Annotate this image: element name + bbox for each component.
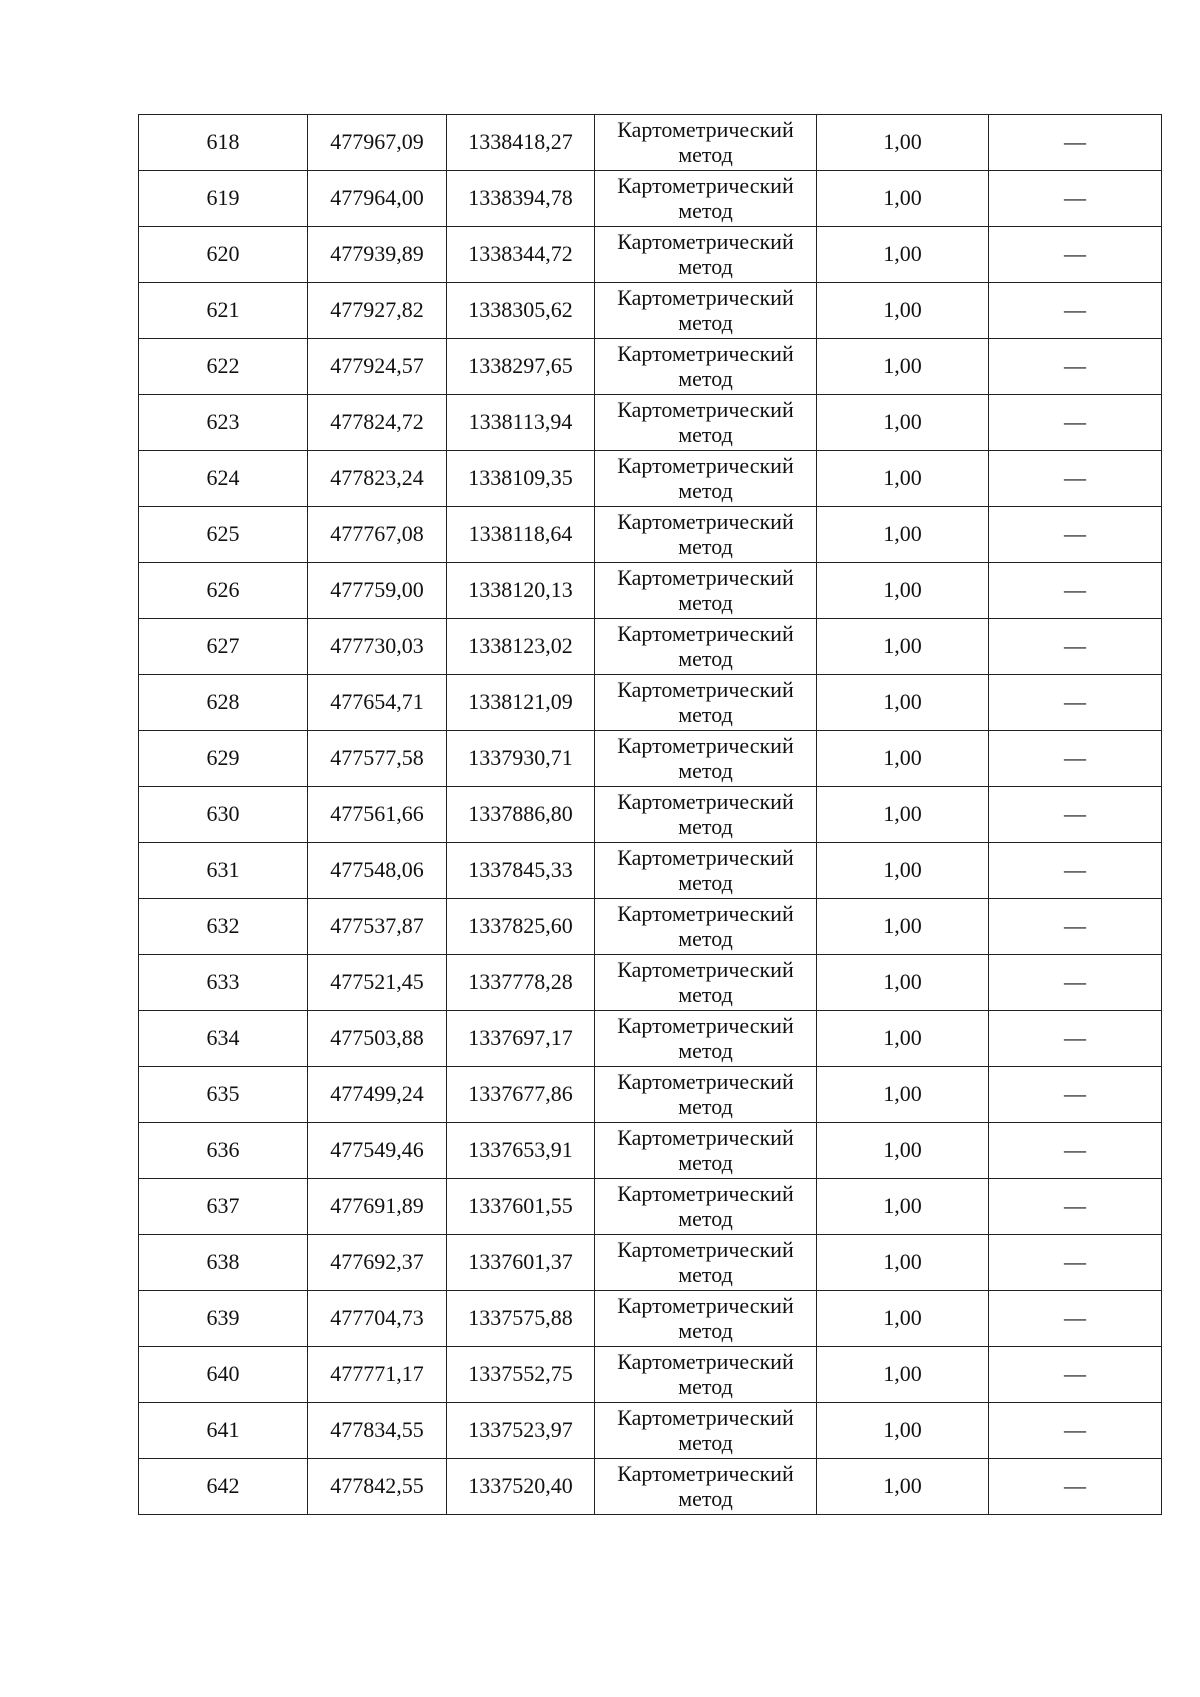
- error-cell: 1,00: [817, 451, 989, 507]
- error-cell: 1,00: [817, 1011, 989, 1067]
- method-cell: Картометрический метод: [595, 899, 817, 955]
- table-row: [139, 451, 1162, 507]
- method-cell: Картометрический метод: [595, 283, 817, 339]
- table-row: [139, 1403, 1162, 1459]
- description-cell: —: [989, 563, 1162, 619]
- table-row: [139, 227, 1162, 283]
- y-coordinate-cell: 1337845,33: [447, 843, 595, 899]
- description-cell: —: [989, 1123, 1162, 1179]
- y-coordinate-cell: 1337601,55: [447, 1179, 595, 1235]
- x-coordinate-cell: 477503,88: [308, 1011, 447, 1067]
- method-cell: Картометрический метод: [595, 115, 817, 171]
- method-cell: Картометрический метод: [595, 1403, 817, 1459]
- y-coordinate-cell: 1338118,64: [447, 507, 595, 563]
- y-coordinate-cell: 1337575,88: [447, 1291, 595, 1347]
- table-row: [139, 283, 1162, 339]
- description-cell: —: [989, 227, 1162, 283]
- description-cell: —: [989, 1403, 1162, 1459]
- y-coordinate-cell: 1337886,80: [447, 787, 595, 843]
- y-coordinate-cell: 1338121,09: [447, 675, 595, 731]
- method-cell: Картометрический метод: [595, 955, 817, 1011]
- y-coordinate-cell: 1337778,28: [447, 955, 595, 1011]
- x-coordinate-cell: 477521,45: [308, 955, 447, 1011]
- error-cell: 1,00: [817, 283, 989, 339]
- table-row: [139, 395, 1162, 451]
- table-row: [139, 955, 1162, 1011]
- method-cell: Картометрический метод: [595, 227, 817, 283]
- x-coordinate-cell: 477823,24: [308, 451, 447, 507]
- table-row: [139, 787, 1162, 843]
- point-number-cell: 637: [139, 1179, 308, 1235]
- description-cell: —: [989, 843, 1162, 899]
- x-coordinate-cell: 477654,71: [308, 675, 447, 731]
- point-number-cell: 618: [139, 115, 308, 171]
- table-row: [139, 675, 1162, 731]
- error-cell: 1,00: [817, 1347, 989, 1403]
- table-row: [139, 563, 1162, 619]
- table-row: [139, 731, 1162, 787]
- y-coordinate-cell: 1338305,62: [447, 283, 595, 339]
- x-coordinate-cell: 477549,46: [308, 1123, 447, 1179]
- table-row: [139, 1179, 1162, 1235]
- error-cell: 1,00: [817, 563, 989, 619]
- point-number-cell: 628: [139, 675, 308, 731]
- point-number-cell: 641: [139, 1403, 308, 1459]
- error-cell: 1,00: [817, 955, 989, 1011]
- x-coordinate-cell: 477759,00: [308, 563, 447, 619]
- x-coordinate-cell: 477964,00: [308, 171, 447, 227]
- point-number-cell: 629: [139, 731, 308, 787]
- error-cell: 1,00: [817, 1403, 989, 1459]
- description-cell: —: [989, 1347, 1162, 1403]
- y-coordinate-cell: 1337930,71: [447, 731, 595, 787]
- y-coordinate-cell: 1337552,75: [447, 1347, 595, 1403]
- error-cell: 1,00: [817, 227, 989, 283]
- method-cell: Картометрический метод: [595, 1347, 817, 1403]
- x-coordinate-cell: 477771,17: [308, 1347, 447, 1403]
- y-coordinate-cell: 1338123,02: [447, 619, 595, 675]
- y-coordinate-cell: 1338120,13: [447, 563, 595, 619]
- x-coordinate-cell: 477548,06: [308, 843, 447, 899]
- x-coordinate-cell: 477924,57: [308, 339, 447, 395]
- y-coordinate-cell: 1337825,60: [447, 899, 595, 955]
- table-row: [139, 171, 1162, 227]
- y-coordinate-cell: 1338297,65: [447, 339, 595, 395]
- point-number-cell: 635: [139, 1067, 308, 1123]
- description-cell: —: [989, 1291, 1162, 1347]
- error-cell: 1,00: [817, 1459, 989, 1515]
- point-number-cell: 630: [139, 787, 308, 843]
- point-number-cell: 619: [139, 171, 308, 227]
- point-number-cell: 624: [139, 451, 308, 507]
- x-coordinate-cell: 477824,72: [308, 395, 447, 451]
- coordinates-table: [138, 114, 1162, 1515]
- table-row: [139, 1235, 1162, 1291]
- point-number-cell: 639: [139, 1291, 308, 1347]
- method-cell: Картометрический метод: [595, 1291, 817, 1347]
- description-cell: —: [989, 395, 1162, 451]
- error-cell: 1,00: [817, 1235, 989, 1291]
- table-row: [139, 1123, 1162, 1179]
- point-number-cell: 621: [139, 283, 308, 339]
- error-cell: 1,00: [817, 675, 989, 731]
- description-cell: —: [989, 1067, 1162, 1123]
- y-coordinate-cell: 1338418,27: [447, 115, 595, 171]
- description-cell: —: [989, 171, 1162, 227]
- error-cell: 1,00: [817, 115, 989, 171]
- description-cell: —: [989, 339, 1162, 395]
- error-cell: 1,00: [817, 731, 989, 787]
- table-row: [139, 843, 1162, 899]
- y-coordinate-cell: 1337653,91: [447, 1123, 595, 1179]
- table-row: [139, 339, 1162, 395]
- description-cell: —: [989, 1179, 1162, 1235]
- y-coordinate-cell: 1337523,97: [447, 1403, 595, 1459]
- method-cell: Картометрический метод: [595, 1179, 817, 1235]
- point-number-cell: 626: [139, 563, 308, 619]
- y-coordinate-cell: 1337601,37: [447, 1235, 595, 1291]
- point-number-cell: 623: [139, 395, 308, 451]
- description-cell: —: [989, 899, 1162, 955]
- point-number-cell: 638: [139, 1235, 308, 1291]
- error-cell: 1,00: [817, 843, 989, 899]
- x-coordinate-cell: 477691,89: [308, 1179, 447, 1235]
- x-coordinate-cell: 477730,03: [308, 619, 447, 675]
- error-cell: 1,00: [817, 395, 989, 451]
- y-coordinate-cell: 1338394,78: [447, 171, 595, 227]
- point-number-cell: 636: [139, 1123, 308, 1179]
- point-number-cell: 627: [139, 619, 308, 675]
- point-number-cell: 632: [139, 899, 308, 955]
- description-cell: —: [989, 1011, 1162, 1067]
- description-cell: —: [989, 115, 1162, 171]
- description-cell: —: [989, 1459, 1162, 1515]
- y-coordinate-cell: 1337697,17: [447, 1011, 595, 1067]
- error-cell: 1,00: [817, 339, 989, 395]
- error-cell: 1,00: [817, 1291, 989, 1347]
- y-coordinate-cell: 1338109,35: [447, 451, 595, 507]
- description-cell: —: [989, 731, 1162, 787]
- point-number-cell: 620: [139, 227, 308, 283]
- point-number-cell: 631: [139, 843, 308, 899]
- method-cell: Картометрический метод: [595, 619, 817, 675]
- method-cell: Картометрический метод: [595, 1459, 817, 1515]
- point-number-cell: 634: [139, 1011, 308, 1067]
- method-cell: Картометрический метод: [595, 843, 817, 899]
- table-row: [139, 619, 1162, 675]
- x-coordinate-cell: 477967,09: [308, 115, 447, 171]
- description-cell: —: [989, 1235, 1162, 1291]
- point-number-cell: 625: [139, 507, 308, 563]
- description-cell: —: [989, 283, 1162, 339]
- description-cell: —: [989, 507, 1162, 563]
- x-coordinate-cell: 477927,82: [308, 283, 447, 339]
- y-coordinate-cell: 1337520,40: [447, 1459, 595, 1515]
- point-number-cell: 633: [139, 955, 308, 1011]
- point-number-cell: 642: [139, 1459, 308, 1515]
- x-coordinate-cell: 477704,73: [308, 1291, 447, 1347]
- x-coordinate-cell: 477537,87: [308, 899, 447, 955]
- x-coordinate-cell: 477842,55: [308, 1459, 447, 1515]
- description-cell: —: [989, 619, 1162, 675]
- method-cell: Картометрический метод: [595, 1067, 817, 1123]
- error-cell: 1,00: [817, 787, 989, 843]
- method-cell: Картометрический метод: [595, 1235, 817, 1291]
- error-cell: 1,00: [817, 1123, 989, 1179]
- method-cell: Картометрический метод: [595, 171, 817, 227]
- table-row: [139, 1011, 1162, 1067]
- table-row: [139, 1459, 1162, 1515]
- table-row: [139, 1067, 1162, 1123]
- x-coordinate-cell: 477834,55: [308, 1403, 447, 1459]
- error-cell: 1,00: [817, 507, 989, 563]
- method-cell: Картометрический метод: [595, 675, 817, 731]
- description-cell: —: [989, 787, 1162, 843]
- x-coordinate-cell: 477561,66: [308, 787, 447, 843]
- error-cell: 1,00: [817, 1179, 989, 1235]
- x-coordinate-cell: 477767,08: [308, 507, 447, 563]
- error-cell: 1,00: [817, 899, 989, 955]
- method-cell: Картометрический метод: [595, 339, 817, 395]
- coordinates-table-body: [139, 115, 1162, 1515]
- table-row: [139, 899, 1162, 955]
- y-coordinate-cell: 1338113,94: [447, 395, 595, 451]
- x-coordinate-cell: 477939,89: [308, 227, 447, 283]
- table-row: [139, 507, 1162, 563]
- method-cell: Картометрический метод: [595, 1123, 817, 1179]
- method-cell: Картометрический метод: [595, 395, 817, 451]
- error-cell: 1,00: [817, 171, 989, 227]
- table-row: [139, 115, 1162, 171]
- table-row: [139, 1291, 1162, 1347]
- x-coordinate-cell: 477499,24: [308, 1067, 447, 1123]
- y-coordinate-cell: 1338344,72: [447, 227, 595, 283]
- method-cell: Картометрический метод: [595, 563, 817, 619]
- table-row: [139, 1347, 1162, 1403]
- method-cell: Картометрический метод: [595, 731, 817, 787]
- x-coordinate-cell: 477577,58: [308, 731, 447, 787]
- method-cell: Картометрический метод: [595, 451, 817, 507]
- description-cell: —: [989, 675, 1162, 731]
- description-cell: —: [989, 451, 1162, 507]
- method-cell: Картометрический метод: [595, 507, 817, 563]
- error-cell: 1,00: [817, 1067, 989, 1123]
- method-cell: Картометрический метод: [595, 1011, 817, 1067]
- method-cell: Картометрический метод: [595, 787, 817, 843]
- point-number-cell: 622: [139, 339, 308, 395]
- description-cell: —: [989, 955, 1162, 1011]
- x-coordinate-cell: 477692,37: [308, 1235, 447, 1291]
- point-number-cell: 640: [139, 1347, 308, 1403]
- y-coordinate-cell: 1337677,86: [447, 1067, 595, 1123]
- error-cell: 1,00: [817, 619, 989, 675]
